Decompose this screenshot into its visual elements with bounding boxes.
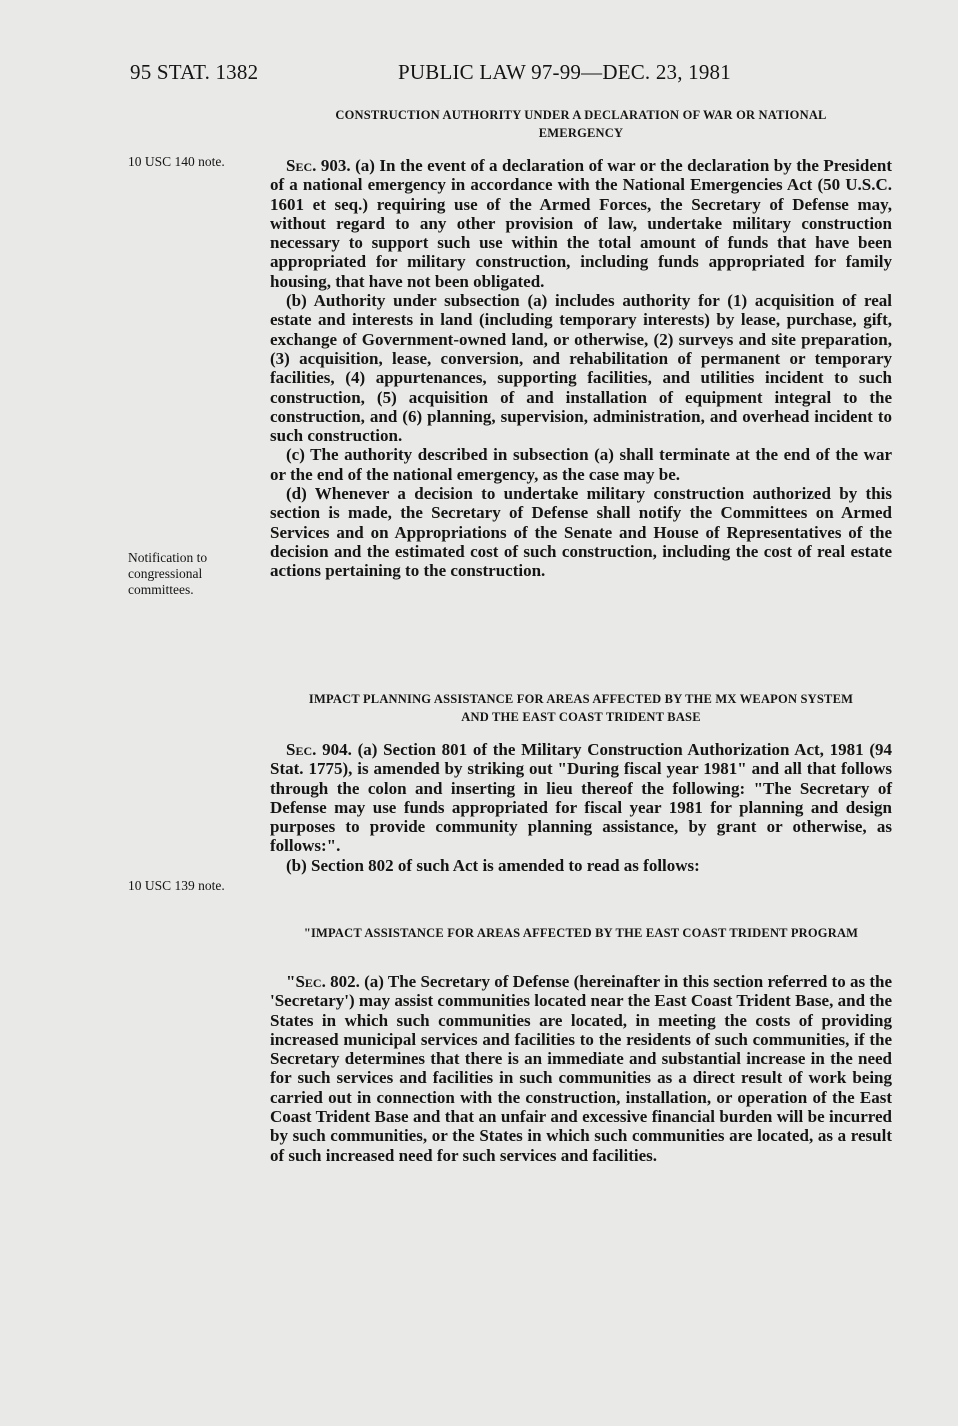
section-802-para-a-text: (a) The Secretary of Defense (hereinafter in this section referred to as the 'Secretary') may assist communities located near the East Coast Trident Base, and the States in which such communities are located, in meeting the costs of providing increased municipal services and facilities to the residents of such communities, if the Secretary determines that there is an immediate and substantial increase in the need for such services and facilities in such communities as a direct result of work being carried out in connection with the construction, installation, or operation of the East Coast Trident Base and that an unfair and excessive financial burden will be incurred by such communities, or the States in which such communities are located, as a result of such increased need for such services and facilities. <box>270 972 893 1165</box>
section-904-heading: IMPACT PLANNING ASSISTANCE FOR AREAS AFFECTED BY THE MX WEAPON SYSTEM AND THE EAST COAST TRIDENT BASE <box>308 692 854 724</box>
section-903-para-a <box>270 156 892 291</box>
section-903-label: Sec. 903. <box>286 156 351 175</box>
margin-note-usc-139: 10 USC 139 note. <box>128 878 225 893</box>
margin-note-notification: Notification to congressional committees. <box>128 550 208 597</box>
section-802-body <box>270 972 892 1165</box>
section-904-para-a-text: (a) Section 801 of the Military Construction Authorization Act, 1981 (94 Stat. 1775), is amended by striking out "During fiscal year 1981" and all that follows through the colon and inserting in lieu thereof the following: "The Secretary of Defense may use funds appropriated for fiscal year 1981 for planning and design purposes to provide community planning assistance, by grant or otherwise, as follows:". <box>270 740 893 856</box>
section-903-para-b: (b) Authority under subsection (a) includes authority for (1) acquisition of real estate and interests in land (including temporary interests) by lease, purchase, gift, exchange of Government-owned land, or otherwise, (2) surveys and site preparation, (3) acquisition, lease, conversion, and rehabilitation of permanent or temporary facilities, (4) appurtenances, supporting facilities, and utilities incident to such construction, (5) acquisition of and installation of equipment integral to the construction, and (6) planning, supervision, administration, and overhead incident to such construction. <box>270 291 892 446</box>
section-802-heading: "IMPACT ASSISTANCE FOR AREAS AFFECTED BY THE EAST COAST TRIDENT PROGRAM <box>303 926 859 940</box>
section-904-body <box>270 740 892 875</box>
margin-note-usc-140: 10 USC 140 note. <box>128 154 225 169</box>
section-904-label: Sec. 904. <box>286 740 352 759</box>
section-903-body <box>270 156 892 581</box>
law-title: PUBLIC LAW 97-99—DEC. 23, 1981 <box>398 60 731 84</box>
section-903-para-c: (c) The authority described in subsection (a) shall terminate at the end of the war or the end of the national emergency, as the case may be. <box>270 445 892 484</box>
section-904-para-a <box>270 740 892 856</box>
section-802-para-a <box>270 972 892 1165</box>
section-903-heading: CONSTRUCTION AUTHORITY UNDER A DECLARATION OF WAR OR NATIONAL EMERGENCY <box>335 108 827 140</box>
section-802-label: "Sec. 802. <box>286 972 360 991</box>
section-903-para-a-text: (a) In the event of a declaration of war or the declaration by the President of a national emergency in accordance with the National Emergencies Act (50 U.S.C. 1601 et seq.) requiring use of the Armed Forces, the Secretary of Defense may, without regard to any other provision of law, undertake military construction necessary to support such use within the total amount of funds that have been appropriated for military construction, including funds appropriated for family housing, that have not been obligated. <box>270 156 893 291</box>
stat-citation: 95 STAT. 1382 <box>130 60 259 84</box>
section-904-para-b: (b) Section 802 of such Act is amended to read as follows: <box>286 855 700 875</box>
section-903-para-d: (d) Whenever a decision to undertake military construction authorized by this section is made, the Secretary of Defense shall notify the Committees on Armed Services and on Appropriations of the Senate and House of Representatives of the decision and the estimated cost of such construction, including the cost of real estate actions pertaining to the construction. <box>270 484 892 581</box>
